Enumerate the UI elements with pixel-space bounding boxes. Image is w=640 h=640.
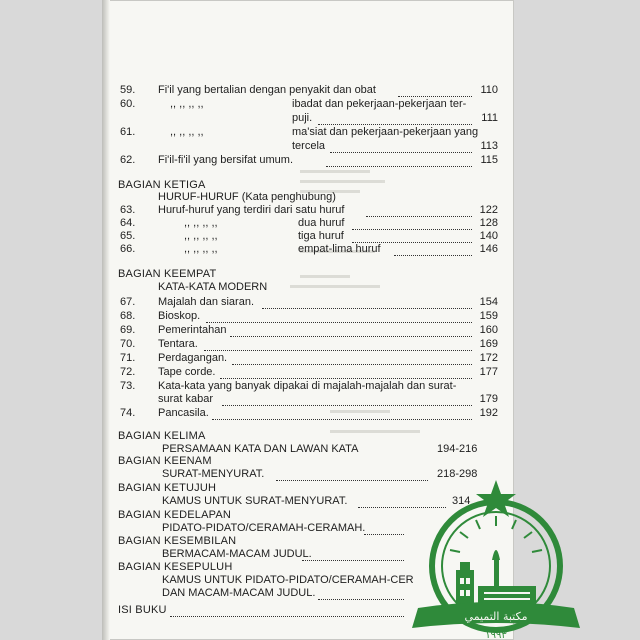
entry-page: 192 <box>479 407 498 419</box>
section-page: 314 <box>452 495 471 507</box>
leader-dots <box>212 407 472 420</box>
entry-title: Bioskop. <box>158 310 201 322</box>
leader-dots <box>220 366 472 379</box>
section-page: 218-298 <box>437 468 478 480</box>
leader-dots <box>364 522 404 535</box>
section-subtitle: KAMUS UNTUK SURAT-MENYURAT. <box>162 495 348 507</box>
leader-dots <box>170 604 404 617</box>
ditto-marks: ,, ,, ,, ,, <box>170 126 204 138</box>
entry-page: 110 <box>480 84 498 96</box>
section-subtitle: KATA-KATA MODERN <box>158 281 268 293</box>
entry-page: 179 <box>479 393 498 405</box>
entry-number: 73. <box>120 380 136 392</box>
section-subtitle: PERSAMAAN KATA DAN LAWAN KATA <box>162 443 359 455</box>
leader-dots <box>366 204 472 217</box>
section-title: BAGIAN KELIMA <box>118 430 206 442</box>
leader-dots <box>398 84 472 97</box>
entry-page: 146 <box>479 243 498 255</box>
section-page: 194-216 <box>437 443 478 455</box>
entry-title: dua huruf <box>298 217 345 229</box>
entry-title: ma'siat dan pekerjaan-pekerjaan yang <box>292 126 479 138</box>
leader-dots <box>394 243 472 256</box>
leader-dots <box>230 324 472 337</box>
entry-title-cont: puji. <box>292 112 313 124</box>
entry-title: Kata-kata yang banyak dipakai di majalah-majalah dan surat- <box>158 380 457 392</box>
book-spine <box>102 0 110 640</box>
entry-title: Tape corde. <box>158 366 216 378</box>
entry-title: Pemerintahan <box>158 324 227 336</box>
section-subtitle: SURAT-MENYURAT. <box>162 468 265 480</box>
entry-page: 177 <box>479 366 498 378</box>
entry-number: 71. <box>120 352 136 364</box>
entry-title: Perdagangan. <box>158 352 228 364</box>
entry-number: 60. <box>120 98 136 110</box>
entry-number: 72. <box>120 366 136 378</box>
section-title: BAGIAN KETIGA <box>118 179 206 191</box>
entry-number: 70. <box>120 338 136 350</box>
section-title: BAGIAN KESEPULUH <box>118 561 233 573</box>
leader-dots <box>326 154 472 167</box>
entry-page: 140 <box>479 230 498 242</box>
leader-dots <box>330 140 472 153</box>
entry-number: 61. <box>120 126 136 138</box>
section-subtitle: PIDATO-PIDATO/CERAMAH-CERAMAH. <box>162 522 366 534</box>
entry-number: 62. <box>120 154 136 166</box>
section-subtitle: KAMUS UNTUK PIDATO-PIDATO/CERAMAH-CER <box>162 574 414 586</box>
entry-title: Huruf-huruf yang terdiri dari satu huruf <box>158 204 345 216</box>
entry-title: ibadat dan pekerjaan-pekerjaan ter- <box>292 98 467 110</box>
entry-title-cont: tercela <box>292 140 326 152</box>
leader-dots <box>318 112 472 125</box>
section-subtitle: BERMACAM-MACAM JUDUL. <box>162 548 312 560</box>
entry-page: 154 <box>479 296 498 308</box>
entry-number: 69. <box>120 324 136 336</box>
entry-page: 172 <box>479 352 498 364</box>
ditto-marks: ,, ,, ,, ,, <box>184 217 218 229</box>
leader-dots <box>352 217 472 230</box>
entry-page: 111 <box>481 112 498 124</box>
entry-title-cont: surat kabar <box>158 393 214 405</box>
entry-title: Majalah dan siaran. <box>158 296 255 308</box>
library-seal-stamp <box>404 478 640 640</box>
entry-number: 74. <box>120 407 136 419</box>
entry-page: 169 <box>479 338 498 350</box>
entry-title: Pancasila. <box>158 407 209 419</box>
entry-number: 65. <box>120 230 136 242</box>
entry-page: 159 <box>479 310 498 322</box>
section-title: BAGIAN KEEMPAT <box>118 268 217 280</box>
entry-title: Fi'il-fi'il yang bersifat umum. <box>158 154 294 166</box>
leader-dots <box>262 296 472 309</box>
entry-number: 63. <box>120 204 136 216</box>
leader-dots <box>302 548 404 561</box>
leader-dots <box>352 230 472 243</box>
section-title: BAGIAN KEDELAPAN <box>118 509 232 521</box>
section-title: BAGIAN KEENAM <box>118 455 212 467</box>
ditto-marks: ,, ,, ,, ,, <box>184 243 218 255</box>
entry-title: Tentara. <box>158 338 198 350</box>
entry-title: Fi'il yang bertalian dengan penyakit dan obat <box>158 84 376 96</box>
leader-dots <box>232 352 472 365</box>
entry-page: 122 <box>479 204 498 216</box>
section-title: BAGIAN KETUJUH <box>118 482 217 494</box>
entry-title: tiga huruf <box>298 230 344 242</box>
entry-page: 115 <box>480 154 498 166</box>
section-subtitle-cont: DAN MACAM-MACAM JUDUL. <box>162 587 316 599</box>
section-title: ISI BUKU <box>118 604 167 616</box>
entry-number: 59. <box>120 84 136 96</box>
entry-number: 66. <box>120 243 136 255</box>
entry-title: empat-lima huruf <box>298 243 381 255</box>
leader-dots <box>206 310 472 323</box>
entry-page: 113 <box>480 140 498 152</box>
entry-page: 160 <box>479 324 498 336</box>
ditto-marks: ,, ,, ,, ,, <box>170 98 204 110</box>
leader-dots <box>204 338 472 351</box>
seal-arabic-text: مكتبة التميمي <box>464 610 528 623</box>
leader-dots <box>318 587 404 600</box>
ditto-marks: ,, ,, ,, ,, <box>184 230 218 242</box>
entry-number: 67. <box>120 296 136 308</box>
entry-number: 68. <box>120 310 136 322</box>
section-subtitle: HURUF-HURUF (Kata penghubung) <box>158 191 336 203</box>
leader-dots <box>222 393 472 406</box>
entry-page: 128 <box>479 217 498 229</box>
section-title: BAGIAN KESEMBILAN <box>118 535 237 547</box>
seal-year-text: ١٩٩٣ <box>485 630 507 640</box>
entry-number: 64. <box>120 217 136 229</box>
